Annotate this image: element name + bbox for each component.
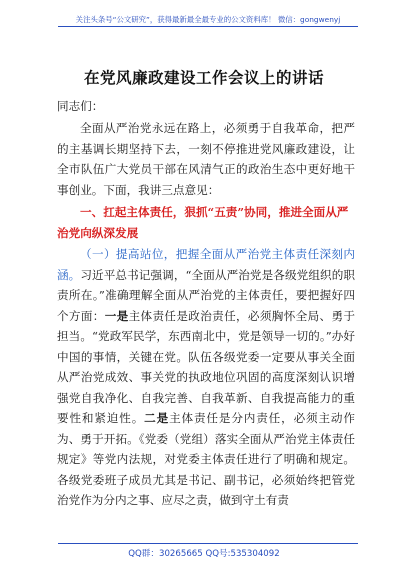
- paragraph-text-b: 主体责任是政治责任，必须胸怀全局、勇于担当。“党政军民学，东西南北中，党是领导一切的。”办好中国的事情，关键在党。队伍各级党委一定要从事关全面从严治党成效、事关党的执政地位巩固的高度深刻认识增强党自我净化、自我完善、自我革新、自我提高能力的重要性和紧迫性。: [57, 308, 355, 425]
- paragraph-intro: 全面从严治党永远在路上，必须勇于自我革命，把严的主基调长期坚持下去，一刻不停推进党风廉政建设，让全市队伍广大党员干部在风清气正的政治生态中更好地干事创业。下面，我讲三点意见：: [57, 121, 355, 197]
- section-heading-1: 一、扛起主体责任，狠抓“五责”协同，推进全面从严治党向纵深发展: [57, 205, 349, 240]
- footer-divider: [58, 543, 358, 544]
- point-one-label: 一是: [104, 308, 129, 323]
- document-title: 在党风廉政建设工作会议上的讲话: [83, 68, 324, 87]
- salutation: 同志们：: [57, 99, 104, 113]
- header-divider: [58, 26, 358, 27]
- paragraph-text-a: 习近平总书记强调，“全面从严治党是各级党组织的职责所在。”准确理解全面从严治党的主体责任，要把握好四个方面：: [57, 267, 355, 323]
- paragraph-text-c: 主体责任是分内责任，必须主动作为、勇于开拓。《党委（党组）落实全面从严治党主体责任规定》等党内法规，对党委主体责任进行了明确和规定。各级党委班子成员尤其是书记、副书记，必须始终把管党治党作为分内之事、应尽之责，做到守土有责: [57, 411, 355, 507]
- paragraph-section-1: [57, 244, 355, 511]
- footer-note: QQ群：30265665 QQ号:535304092: [128, 549, 280, 559]
- point-two-label: 二是: [144, 411, 170, 425]
- subheading-1: （一）提高站位，把握全面从严治党主体责任深刻内涵。: [57, 247, 355, 282]
- header-note: 关注头条号“公文研究”，获得最新最全最专业的公文资料库！ 微信：gongwenyj: [75, 15, 341, 24]
